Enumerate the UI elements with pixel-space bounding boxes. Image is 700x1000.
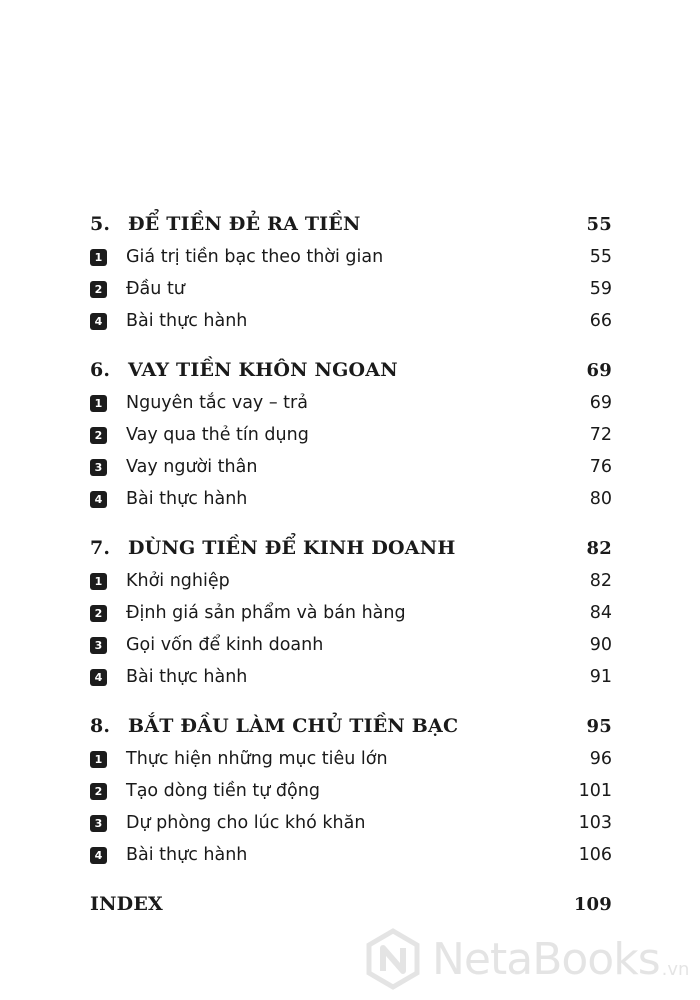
chapter-heading	[90, 709, 612, 743]
chapter-heading	[90, 353, 612, 387]
number-badge: 3	[90, 637, 107, 654]
chapter-5	[90, 207, 612, 337]
toc-entry	[90, 775, 612, 807]
entry-title: Thực hiện những mục tiêu lớn	[126, 749, 388, 769]
number-badge: 2	[90, 605, 107, 622]
number-badge: 4	[90, 491, 107, 508]
entry-page-number: 76	[589, 457, 612, 477]
entry-title: Bài thực hành	[126, 667, 248, 687]
entry-title: Bài thực hành	[126, 311, 248, 331]
chapter-title: VAY TIỀN KHÔN NGOAN	[128, 359, 398, 381]
watermark-suffix: .vn	[661, 959, 690, 980]
toc-entry	[90, 629, 612, 661]
index-page-number: 109	[573, 894, 612, 915]
toc-entry	[90, 597, 612, 629]
entry-title: Khởi nghiệp	[126, 571, 230, 591]
watermark-brand: NetaBooks	[432, 933, 660, 985]
number-badge: 3	[90, 815, 107, 832]
chapter-number: 7.	[90, 537, 111, 559]
number-badge: 1	[90, 751, 107, 768]
entry-title: Định giá sản phẩm và bán hàng	[126, 603, 406, 623]
number-badge: 2	[90, 281, 107, 298]
number-badge: 4	[90, 847, 107, 864]
index-title: INDEX	[90, 893, 163, 915]
entry-title: Giá trị tiền bạc theo thời gian	[126, 247, 384, 267]
entry-title: Vay người thân	[126, 457, 258, 477]
entry-page-number: 82	[589, 571, 612, 591]
chapter-heading	[90, 531, 612, 565]
number-badge: 4	[90, 669, 107, 686]
table-of-contents	[90, 207, 612, 921]
entry-title: Đầu tư	[126, 279, 185, 299]
watermark	[362, 924, 692, 994]
chapter-page-number: 82	[586, 538, 612, 559]
chapter-page-number: 95	[586, 716, 612, 737]
entry-page-number: 91	[589, 667, 612, 687]
netabooks-logo-icon	[362, 928, 424, 990]
entry-page-number: 69	[589, 393, 612, 413]
chapter-number: 6.	[90, 359, 111, 381]
chapter-title: ĐỂ TIỀN ĐẺ RA TIỀN	[128, 213, 361, 235]
number-badge: 2	[90, 427, 107, 444]
entry-page-number: 90	[589, 635, 612, 655]
entry-title: Bài thực hành	[126, 845, 248, 865]
entry-page-number: 106	[578, 845, 612, 865]
entry-page-number: 72	[589, 425, 612, 445]
entry-page-number: 66	[589, 311, 612, 331]
entry-title: Vay qua thẻ tín dụng	[126, 425, 309, 445]
entry-page-number: 101	[578, 781, 612, 801]
number-badge: 1	[90, 395, 107, 412]
chapter-number: 5.	[90, 213, 111, 235]
entry-page-number: 96	[589, 749, 612, 769]
index-heading	[90, 887, 612, 921]
chapter-7	[90, 531, 612, 693]
toc-entry	[90, 483, 612, 515]
entry-page-number: 80	[589, 489, 612, 509]
toc-entry	[90, 305, 612, 337]
chapter-heading	[90, 207, 612, 241]
number-badge: 1	[90, 573, 107, 590]
entry-page-number: 84	[589, 603, 612, 623]
entry-page-number: 55	[589, 247, 612, 267]
toc-entry	[90, 565, 612, 597]
toc-entry	[90, 839, 612, 871]
toc-entry	[90, 387, 612, 419]
entry-page-number: 59	[589, 279, 612, 299]
number-badge: 3	[90, 459, 107, 476]
number-badge: 1	[90, 249, 107, 266]
entry-title: Dự phòng cho lúc khó khăn	[126, 813, 366, 833]
chapter-page-number: 55	[586, 214, 612, 235]
chapter-6	[90, 353, 612, 515]
chapter-number: 8.	[90, 715, 111, 737]
toc-entry	[90, 743, 612, 775]
number-badge: 2	[90, 783, 107, 800]
entry-title: Tạo dòng tiền tự động	[126, 781, 320, 801]
toc-entry	[90, 451, 612, 483]
toc-entry	[90, 273, 612, 305]
chapter-title: DÙNG TIỀN ĐỂ KINH DOANH	[128, 537, 456, 559]
entry-title: Nguyên tắc vay – trả	[126, 393, 308, 413]
chapter-8	[90, 709, 612, 871]
entry-page-number: 103	[578, 813, 612, 833]
toc-entry	[90, 807, 612, 839]
chapter-page-number: 69	[586, 360, 612, 381]
chapter-title: BẮT ĐẦU LÀM CHỦ TIỀN BẠC	[128, 715, 459, 737]
toc-entry	[90, 419, 612, 451]
entry-title: Gọi vốn để kinh doanh	[126, 635, 324, 655]
toc-entry	[90, 661, 612, 693]
toc-entry	[90, 241, 612, 273]
number-badge: 4	[90, 313, 107, 330]
entry-title: Bài thực hành	[126, 489, 248, 509]
